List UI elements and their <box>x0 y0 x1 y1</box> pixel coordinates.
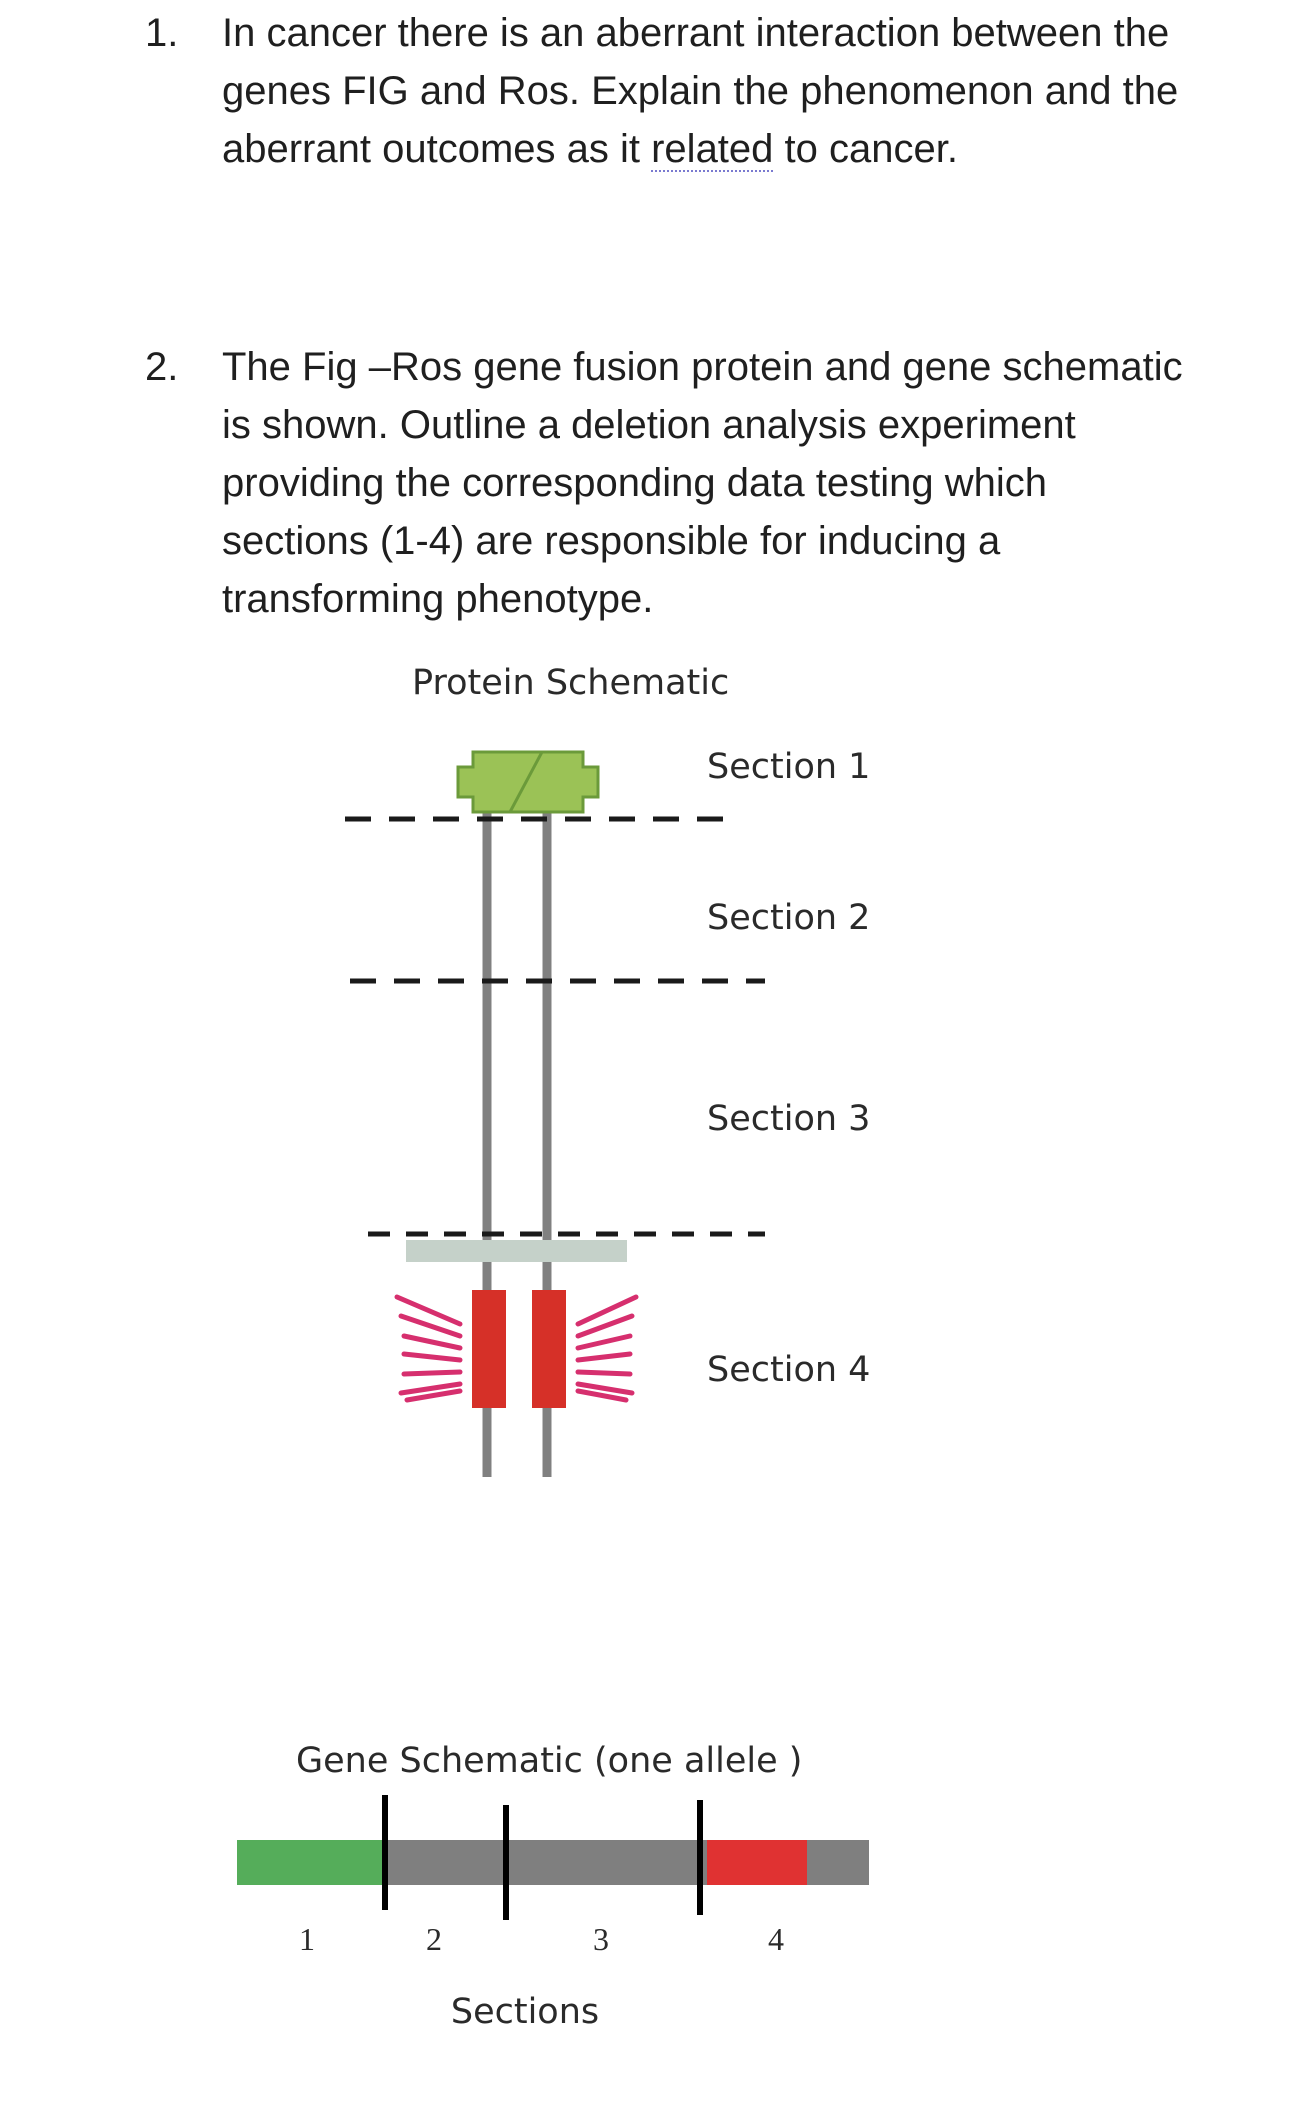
section-label-4: Section 4 <box>707 1350 871 1390</box>
gene-segment-middle <box>385 1840 707 1885</box>
fig-domain <box>458 752 598 812</box>
question-1-line-1: In cancer there is an aberrant interaction between the <box>222 11 1170 55</box>
gene-schematic <box>237 1741 869 2032</box>
ros-kinase-domain-right <box>532 1290 566 1408</box>
protein-schematic-title: Protein Schematic <box>412 663 730 703</box>
activation-rays-right-icon <box>578 1297 636 1400</box>
ros-kinase-domain-left <box>472 1290 506 1408</box>
question-2-line-2: is shown. Outline a deletion analysis experiment <box>222 403 1076 447</box>
spellcheck-underlined-word: related <box>651 127 774 171</box>
section-label-1: Section 1 <box>707 747 871 787</box>
activation-rays-left-icon <box>397 1297 460 1400</box>
question-2-line-4: sections (1-4) are responsible for inducing a <box>222 519 1001 563</box>
question-2-line-3: providing the corresponding data testing which <box>222 461 1047 505</box>
cell-membrane <box>406 1240 627 1262</box>
gene-section-number-2: 2 <box>426 1921 442 1957</box>
gene-segment-tail <box>807 1840 869 1885</box>
question-1-line-3-start: aberrant outcomes as it <box>222 127 652 171</box>
gene-section-number-3: 3 <box>593 1921 609 1957</box>
question-1-number: 1. <box>145 11 179 55</box>
question-1-line-3-end: to cancer. <box>773 127 958 171</box>
question-2-line-1: The Fig –Ros gene fusion protein and gene schematic <box>222 345 1183 389</box>
question-2-number: 2. <box>145 345 179 389</box>
section-label-2: Section 2 <box>707 898 871 938</box>
protein-schematic <box>345 663 870 1477</box>
gene-segment-fig <box>237 1840 385 1885</box>
gene-section-number-4: 4 <box>768 1921 784 1957</box>
question-1-line-2: genes FIG and Ros. Explain the phenomenon and the <box>222 69 1179 113</box>
gene-section-number-1: 1 <box>299 1921 315 1957</box>
gene-schematic-title: Gene Schematic (one allele ) <box>296 1741 803 1781</box>
question-2-line-5: transforming phenotype. <box>222 577 654 621</box>
gene-axis-label: Sections <box>450 1992 600 2032</box>
gene-segment-ros <box>707 1840 807 1885</box>
section-label-3: Section 3 <box>707 1099 871 1139</box>
